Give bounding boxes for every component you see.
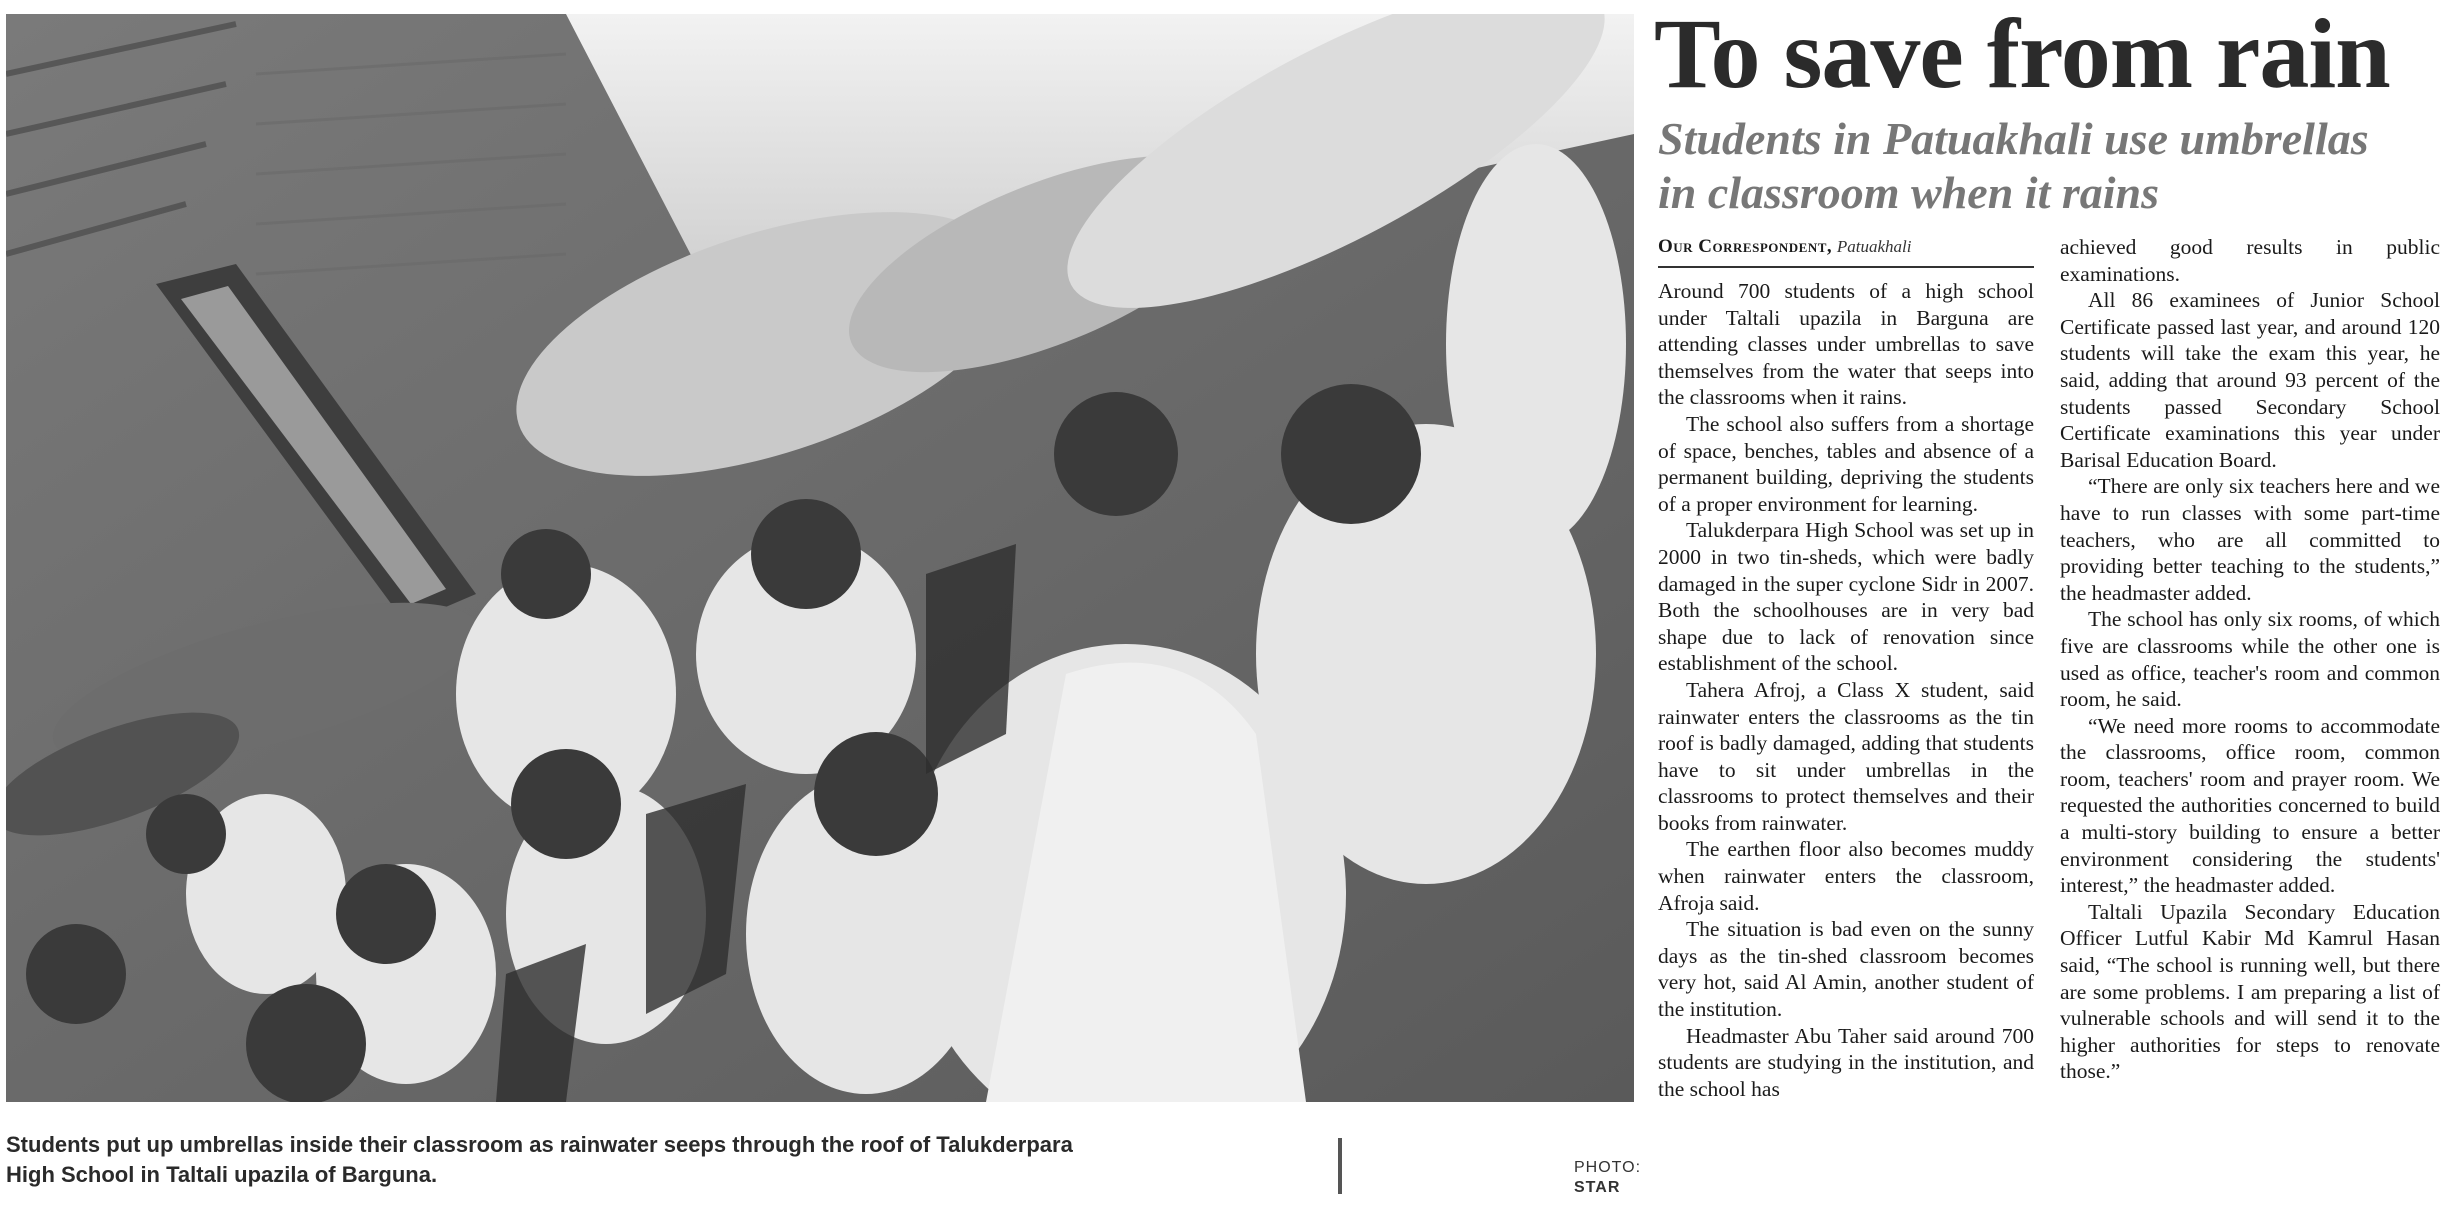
paragraph: All 86 examinees of Junior School Certificate passed last year, and around 120 students will take the exam this year, he said, adding that around 93 percent of the students passed Secondary School Certificate examinations this year under Barisal Education Board. [2060,288,2440,472]
article-column-2 [2060,234,2440,1085]
paragraph: Taltali Upazila Secondary Education Officer Lutful Kabir Md Kamrul Hasan said, “The school is running well, but there are some problems. I am preparing a list of vulnerable schools and will send it to the higher authorities for steps to renovate those.” [2060,899,2440,1084]
paragraph: “We need more rooms to accommodate the classrooms, office room, common room, teachers' room and prayer room. We requested the authorities concerned to build a multi-story building to ensure a better environment considering the students' interest,” the headmaster added. [2060,713,2440,898]
subheadline: Students in Patuakhali use umbrellas in classroom when it rains [1658,113,2369,218]
paragraph: achieved good results in public examinations. [2060,235,2440,286]
byline-place: Patuakhali [1836,237,1912,256]
paragraph: The situation is bad even on the sunny days as the tin-shed classroom becomes very hot, said Al Amin, another student of the institution. [1658,917,2034,1022]
classroom-umbrellas-image [6,14,1634,1102]
caption-divider [1338,1138,1342,1194]
paragraph: The school has only six rooms, of which five are classrooms while the other one is used as office, teacher's room and common room, he said. [2060,607,2440,712]
photo-credit-name: STAR [1574,1179,1621,1196]
paragraph: The school also suffers from a shortage of space, benches, tables and absence of a permanent building, depriving the students of a proper environment for learning. [1658,411,2034,516]
paragraph: Tahera Afroj, a Class X student, said rainwater enters the classrooms as the tin roof is badly damaged, adding that students have to sit under umbrellas in the classrooms to protect themselves and their books from rainwater. [1658,677,2034,835]
photo-credit [1574,1158,1644,1198]
photo-caption: Students put up umbrellas inside their classroom as rainwater seeps through the roof of Talukderpara High School in Taltali upazila of Barguna. [6,1132,1073,1187]
paragraph: Talukderpara High School was set up in 2000 in two tin-sheds, which were badly damaged in the super cyclone Sidr in 2007. Both the schoolhouses are in very bad shape due to lack of renovation since establishment of the school. [1658,518,2034,676]
photo-credit-label: PHOTO: [1574,1159,1642,1176]
byline [1658,234,2034,268]
paragraph: “There are only six teachers here and we have to run classes with some part-time teachers, who are all committed to providing better teaching to the students,” the headmaster added. [2060,474,2440,605]
paragraph: Headmaster Abu Taher said around 700 students are studying in the institution, and the school has [1658,1023,2034,1101]
article-column-1 [1658,278,2034,1102]
headline: To save from rain [1654,0,2390,109]
paragraph: The earthen floor also becomes muddy when rainwater enters the classroom, Afroja said. [1658,837,2034,915]
paragraph: Around 700 students of a high school under Taltali upazila in Barguna are attending classes under umbrellas to save themselves from the water that seeps into the classrooms when it rains. [1658,279,2034,410]
byline-correspondent: Our Correspondent, [1658,236,1833,257]
article-photo [6,14,1634,1102]
